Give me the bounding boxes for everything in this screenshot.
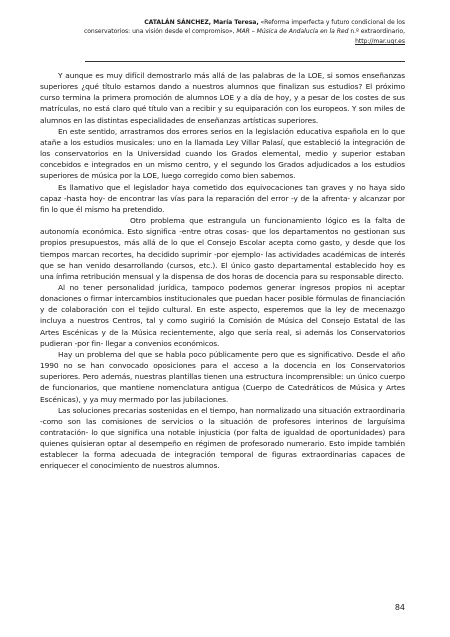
- citation-line-2: [40, 27, 405, 36]
- author-name: CATALÁN SÁNCHEZ, María Teresa,: [144, 19, 259, 26]
- paragraph: Otro problema que estrangula un funcionamiento lógico es la falta de autonomía económica. Esto significa -entre otras cosas- que los departamentos no gestionan sus propios presupuestos, más allá de lo que el Consejo Escolar acepta como gasto, y desde que los tiempos marcan recortes, ha decidido suprimir -por ejemplo- las actividades académicas de interés que se han venido desarrollando (cursos, etc.). El único gasto departamental establecido hoy es una ínfima retribución mensual y la dispensa de dos horas de docencia para su responsable directo.: [40, 216, 405, 281]
- paragraph: Y aunque es muy difícil demostrarlo más allá de las palabras de la LOE, si somos enseñanzas superiores ¿qué título estamos dando a nuestros alumnos que finalizan sus estudios? El próximo curso termina la primera promoción de alumnos LOE y a día de hoy, y a pesar de los costes de sus matrículas, no está claro qué título van a recibir y su equiparación con los europeos. Y son miles de alumnos en las distintas especialidades de enseñanzas artísticas superiores.: [40, 71, 405, 125]
- article-body: [40, 70, 405, 472]
- article-title-part-2: conservatorios: una visión desde el compromiso»,: [83, 28, 235, 36]
- paragraph: Es llamativo que el legislador haya cometido dos equivocaciones tan graves y no haya sido capaz -hasta hoy- de encontrar las vías para la reparación del error -y de la afrenta- y alcanzar por fin lo que él mismo ha pretendido.: [40, 182, 405, 214]
- journal-url-link[interactable]: http://mar.ugr.es: [355, 37, 405, 45]
- header-divider: [85, 61, 405, 62]
- paragraph: Hay un problema del que se habla poco públicamente pero que es significativo. Desde el año 1990 no se han convocado oposiciones para el acceso a la docencia en los Conservatorios superiores. Pero además, nuestras plantillas tienen una estructura incomprensible: un único cuerpo de funcionarios, que mantiene nomenclatura antigua (Cuerpo de Catedráticos de Música y Artes Escénicas), y ya muy mermado por las jubilaciones.: [40, 349, 405, 404]
- citation-line-1: [40, 18, 405, 27]
- page-header: [40, 18, 405, 46]
- article-title-part-1: «Reforma imperfecta y futuro condicional de los: [260, 19, 405, 26]
- paragraph: Las soluciones precarias sostenidas en el tiempo, han normalizado una situación extraordinaria -como son las comisiones de servicios o la situación de profesores interinos de larguísima contratación- lo que significa una notable injusticia (por falta de igualdad de oportunidades) para quienes quisieran optar al desempeño en régimen de profesorado numerario. Esto impide también establecer la forma adecuada de integración temporal de figuras extraordinarias capaces de enriquecer el conocimiento de nuestros alumnos.: [40, 405, 405, 471]
- journal-name: MAR – Música de Andalucía en la Red: [236, 28, 349, 36]
- paragraph: Al no tener personalidad jurídica, tampoco podemos generar ingresos propios ni aceptar donaciones o firmar intercambios institucionales que puedan hacer posible fórmulas de financiación y de colaboración con el tejido cultural. En este aspecto, esperemos que la ley de mecenazgo incluya a nuestros Centros, tal y como sugirió la Comisión de Música del Consejo Estatal de las Artes Escénicas y de la Música recientemente, algo que sería real, si además los Conservatorios pudieran -por fin- llegar a convenios económicos.: [40, 282, 405, 348]
- issue-label: n.º extraordinario,: [350, 28, 405, 36]
- page-number: 84: [394, 603, 405, 612]
- citation-line-3: [40, 37, 405, 46]
- paragraph: En este sentido, arrastramos dos errores serios en la legislación educativa española en lo que atañe a los estudios musicales: uno en la llamada Ley Villar Palasí, que estableció la integración de los conservatorios en la Universidad cuando los Grados elemental, medio y superior estaban concebidos e integrados en un mismo centro, y el segundo los Grados adjudicados a los estudios superiores de música por la LOE, luego corregido como bien sabemos.: [40, 126, 405, 181]
